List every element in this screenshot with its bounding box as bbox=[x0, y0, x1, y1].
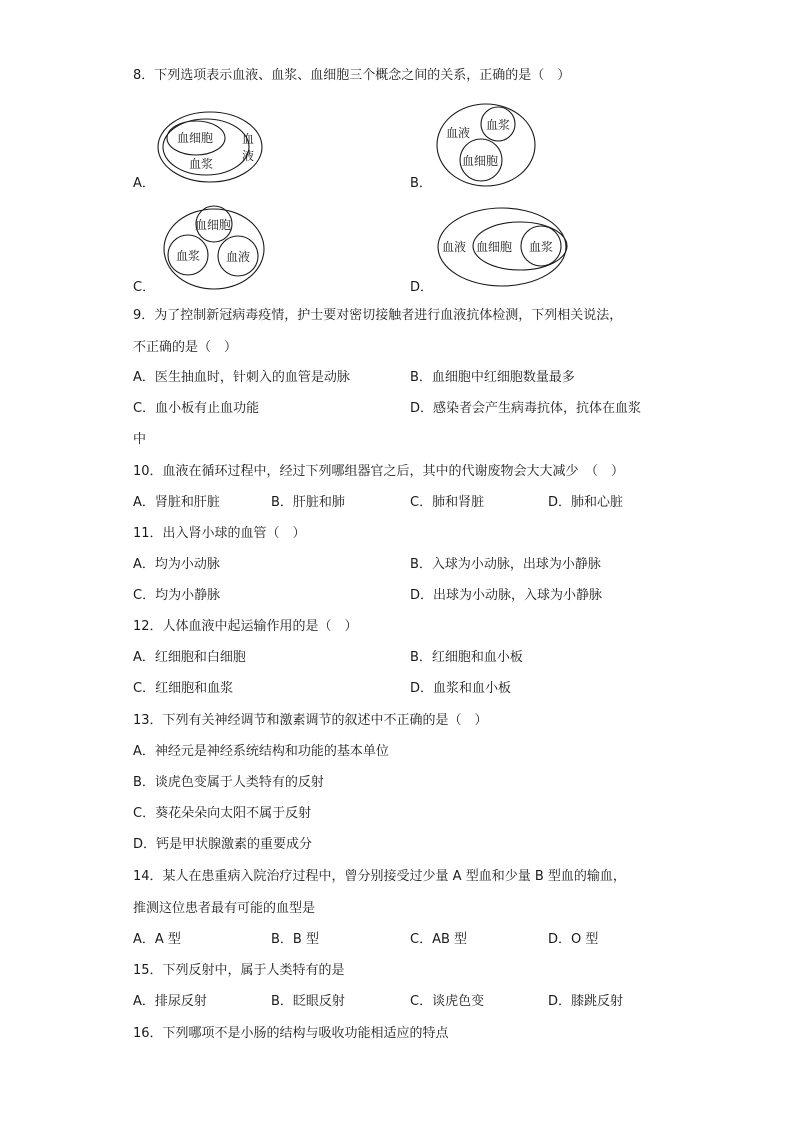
q9-stem-line1: 9．为了控制新冠病毒疫情，护士要对密切接触者进行血液抗体检测，下列相关说法， bbox=[133, 308, 623, 323]
q11-option-d: D．出球为小动脉，入球为小静脉 bbox=[410, 588, 603, 603]
q8-stem: 8．下列选项表示血液、血浆、血细胞三个概念之间的关系，正确的是（ ） bbox=[133, 68, 571, 83]
q9-option-c: C．血小板有止血功能 bbox=[133, 401, 260, 416]
q13-stem: 13．下列有关神经调节和激素调节的叙述中不正确的是（ ） bbox=[133, 713, 488, 728]
q12-option-a: A．红细胞和白细胞 bbox=[133, 650, 246, 665]
q14-option-b: B．B 型 bbox=[271, 932, 319, 947]
q8-option-d-letter: D． bbox=[410, 280, 434, 295]
q8-option-a-letter: A． bbox=[133, 176, 155, 191]
diagram-b-outer-ellipse bbox=[437, 104, 535, 186]
q13-option-a: A．神经元是神经系统结构和功能的基本单位 bbox=[133, 744, 389, 759]
q10-stem: 10．血液在循环过程中，经过下列哪组器官之后，其中的代谢废物会大大减少 （ ） bbox=[133, 464, 625, 479]
q12-option-d: D．血浆和血小板 bbox=[410, 681, 512, 696]
diagram-c-blood-label: 血液 bbox=[226, 250, 251, 264]
q11-option-a: A．均为小动脉 bbox=[133, 557, 220, 572]
diagram-b-cell-label: 血细胞 bbox=[462, 154, 499, 168]
q8-option-b-letter: B． bbox=[410, 176, 432, 191]
diagram-a-cell-label: 血细胞 bbox=[177, 131, 214, 145]
q15-option-c: C．谈虎色变 bbox=[410, 994, 485, 1009]
q11-option-c: C．均为小静脉 bbox=[133, 588, 221, 603]
q16-stem: 16．下列哪项不是小肠的结构与吸收功能相适应的特点 bbox=[133, 1026, 449, 1041]
q13-option-d: D．钙是甲状腺激素的重要成分 bbox=[133, 837, 313, 852]
q9-stem-line2: 不正确的是（ ） bbox=[133, 340, 238, 355]
q10-option-b: B．肝脏和肺 bbox=[271, 495, 345, 510]
q10-option-c: C．肺和肾脏 bbox=[410, 495, 485, 510]
q8-diagram-d bbox=[436, 206, 570, 290]
diagram-b-blood-label: 血液 bbox=[446, 126, 471, 140]
q10-option-a: A．肾脏和肝脏 bbox=[133, 495, 220, 510]
diagram-c-plasma-label: 血浆 bbox=[176, 249, 201, 263]
diagram-a-blood-label-bottom: 液 bbox=[242, 149, 255, 163]
q15-option-d: D．膝跳反射 bbox=[548, 994, 624, 1009]
diagram-b-plasma-label: 血浆 bbox=[486, 118, 511, 132]
q15-option-a: A．排尿反射 bbox=[133, 994, 207, 1009]
diagram-d-plasma-label: 血浆 bbox=[529, 240, 554, 254]
q9-option-d-line2: 中 bbox=[133, 432, 147, 447]
q9-option-a: A．医生抽血时，针刺入的血管是动脉 bbox=[133, 370, 350, 385]
q13-option-c: C．葵花朵朵向太阳不属于反射 bbox=[133, 806, 312, 821]
diagram-d-cell-label: 血细胞 bbox=[476, 240, 513, 254]
q9-option-d-line1: D．感染者会产生病毒抗体，抗体在血浆 bbox=[410, 401, 642, 416]
q11-option-b: B．入球为小动脉，出球为小静脉 bbox=[410, 557, 601, 572]
q8-diagram-b bbox=[435, 102, 537, 190]
q8-option-c-letter: C． bbox=[133, 280, 156, 295]
q14-option-c: C．AB 型 bbox=[410, 932, 468, 947]
q11-stem: 11．出入肾小球的血管（ ） bbox=[133, 526, 306, 541]
q8-diagram-a bbox=[155, 110, 270, 190]
q10-option-d: D．肺和心脏 bbox=[548, 495, 624, 510]
q12-option-c: C．红细胞和血浆 bbox=[133, 681, 234, 696]
q8-diagram-c bbox=[162, 204, 266, 292]
diagram-c-cell-label: 血细胞 bbox=[195, 218, 232, 232]
q12-option-b: B．红细胞和血小板 bbox=[410, 650, 523, 665]
q13-option-b: B．谈虎色变属于人类特有的反射 bbox=[133, 775, 324, 790]
q9-option-b: B．血细胞中红细胞数量最多 bbox=[410, 370, 575, 385]
diagram-d-blood-label: 血液 bbox=[442, 240, 467, 254]
q14-stem-line1: 14．某人在患重病入院治疗过程中，曾分别接受过少量 A 型血和少量 B 型血的输血， bbox=[133, 869, 626, 884]
q14-stem-line2: 推测这位患者最有可能的血型是 bbox=[133, 901, 316, 916]
diagram-a-plasma-label: 血浆 bbox=[189, 157, 214, 171]
q14-option-d: D．O 型 bbox=[548, 932, 599, 947]
q15-stem: 15．下列反射中，属于人类特有的是 bbox=[133, 963, 345, 978]
q14-option-a: A．A 型 bbox=[133, 932, 181, 947]
q15-option-b: B．眨眼反射 bbox=[271, 994, 345, 1009]
q12-stem: 12．人体血液中起运输作用的是（ ） bbox=[133, 619, 358, 634]
diagram-a-blood-label-top: 血 bbox=[242, 132, 255, 146]
